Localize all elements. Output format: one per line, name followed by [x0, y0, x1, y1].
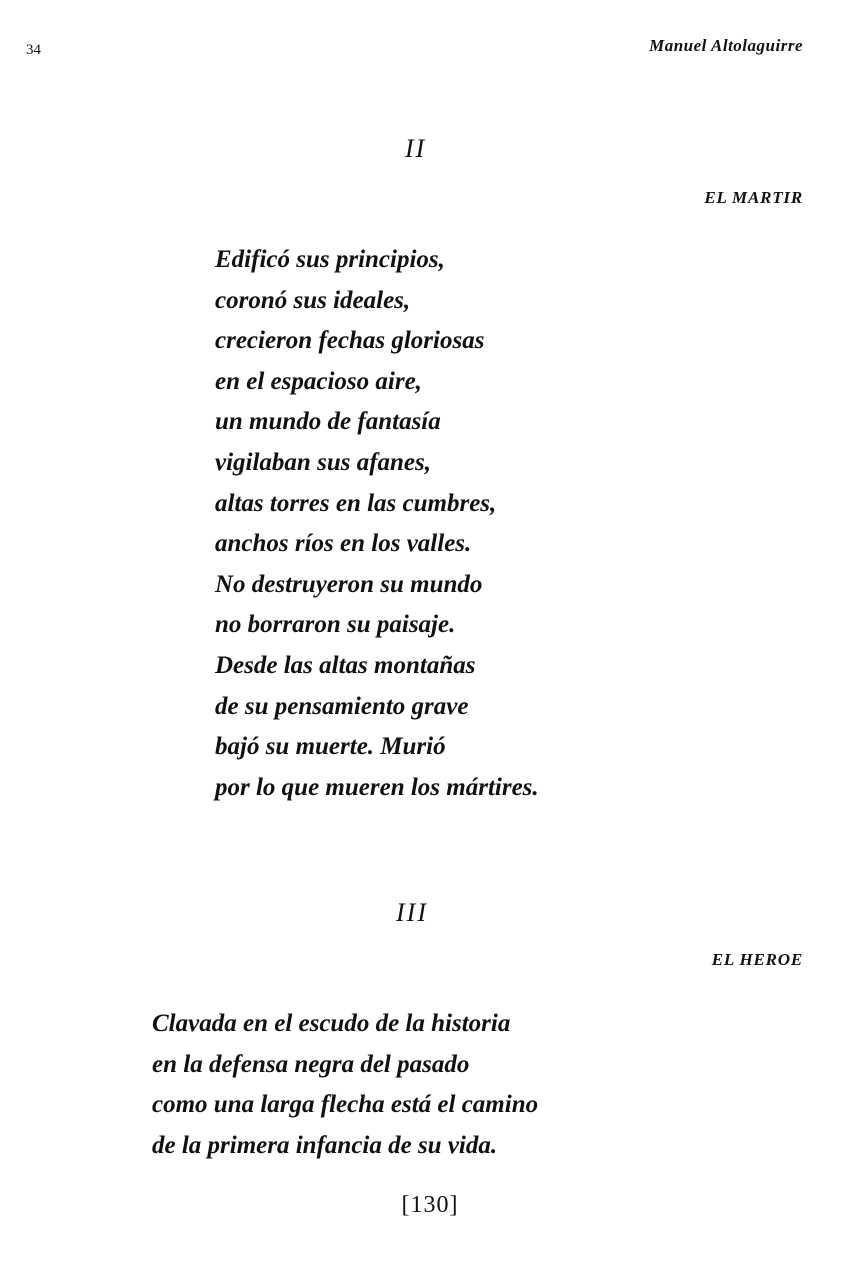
poem-line: no borraron su paisaje.	[215, 611, 456, 639]
section-numeral-iii: III	[396, 898, 428, 927]
poem-line: de su pensamiento grave	[215, 692, 469, 720]
section-title-el-heroe: EL HEROE	[711, 950, 803, 969]
poem-line: Desde las altas montañas	[215, 651, 476, 679]
poem-line: No destruyeron su mundo	[215, 570, 483, 598]
poem-line: Clavada en el escudo de la historia	[152, 1010, 511, 1037]
poem-line: un mundo de fantasía	[215, 408, 441, 436]
page-number: 34	[26, 42, 41, 58]
poem-line: en el espacioso aire,	[215, 367, 422, 395]
poem-line: como una larga flecha está el camino	[152, 1091, 539, 1119]
poem-line: bajó su muerte. Murió	[215, 733, 446, 761]
poem-line: altas torres en las cumbres,	[215, 489, 497, 517]
poem-line: crecieron fechas gloriosas	[215, 327, 485, 355]
running-head-author: Manuel Altolaguirre	[649, 36, 803, 55]
poem-line: anchos ríos en los valles.	[215, 530, 472, 558]
poem-el-heroe	[152, 1004, 538, 1166]
poem-line: en la defensa negra del pasado	[152, 1050, 470, 1078]
poem-line: por lo que mueren los mártires.	[215, 773, 539, 801]
poem-line: de la primera infancia de su vida.	[152, 1131, 498, 1159]
poem-line: Edificó sus principios,	[215, 246, 445, 273]
section-title-el-martir: EL MARTIR	[704, 188, 803, 207]
section-numeral-ii: II	[405, 134, 427, 163]
poem-el-martir	[215, 240, 539, 808]
folio-number: [130]	[401, 1192, 459, 1218]
poem-line: vigilaban sus afanes,	[215, 448, 432, 476]
poem-line: coronó sus ideales,	[215, 286, 411, 314]
